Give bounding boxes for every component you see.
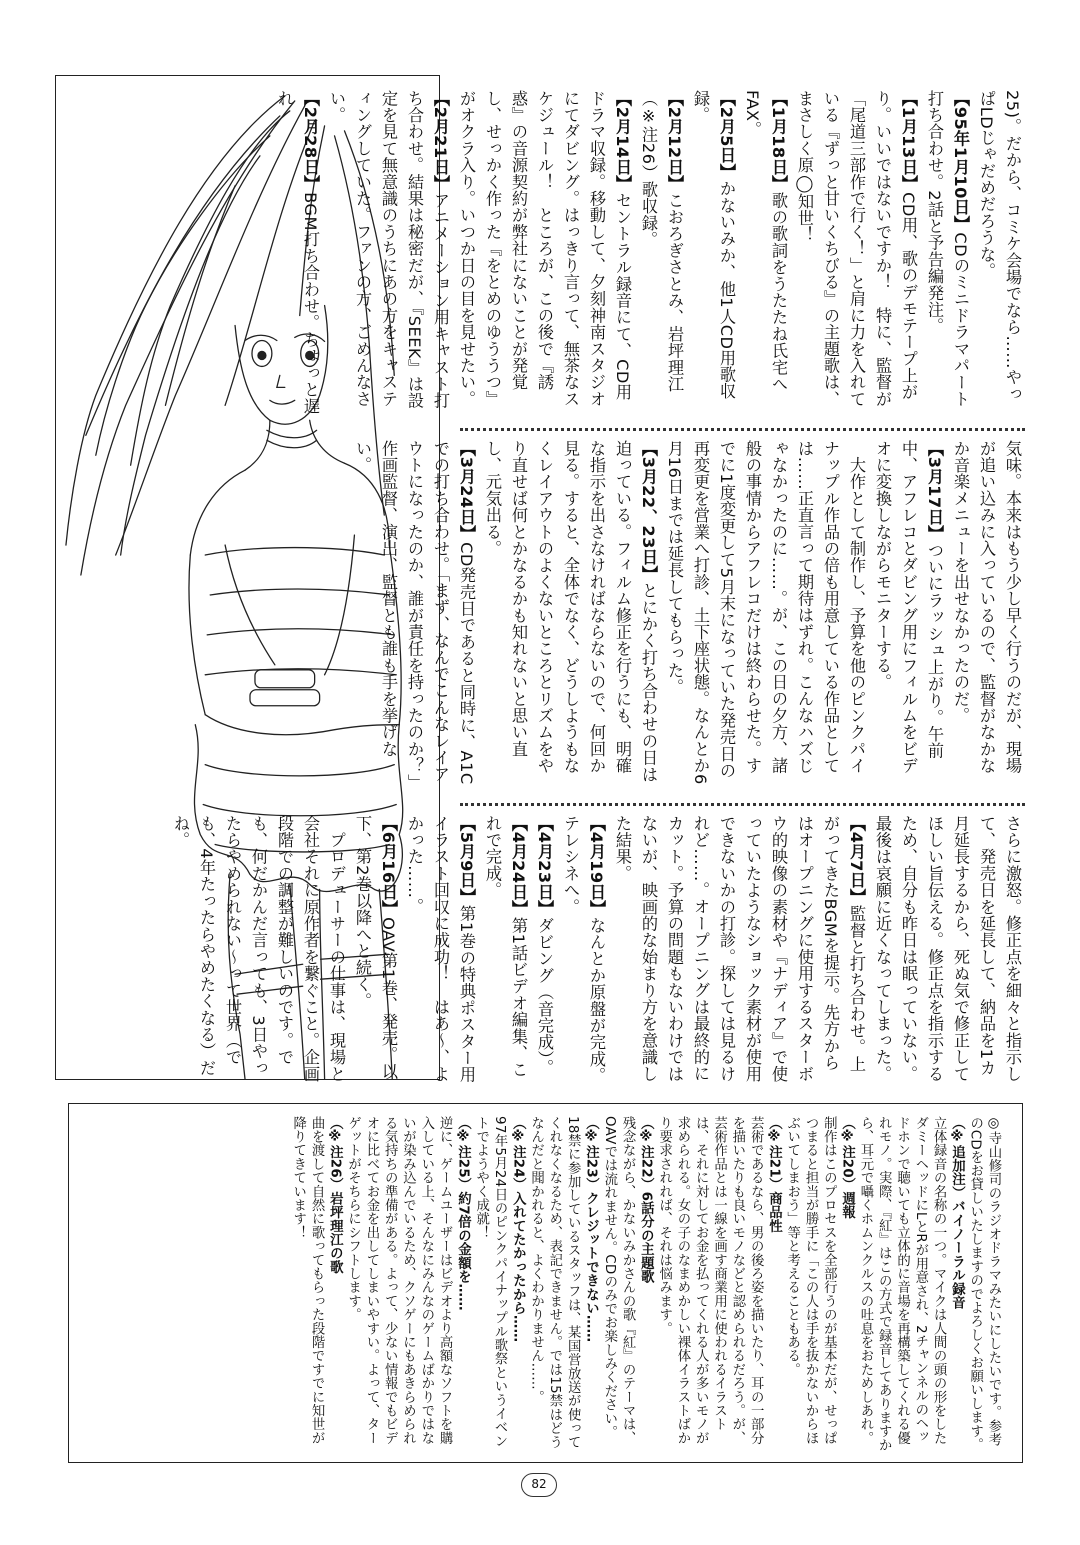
footnote-title: （※追加注）バイノーラル録音 bbox=[949, 1116, 965, 1310]
diary-entry bbox=[947, 440, 1025, 785]
footnote-title: （※注23）クレジットできない…… bbox=[583, 1116, 599, 1343]
entry-text: セントラル録音にて、CD用ドラマ収録。移動して、夕刻神南スタジオにてダビング。はっきり言って、無茶なスケジュール！ ところが、この後で『誘惑』の音源契約が弊社にないことが発覚し、せっかく作った『をとめのゆううつ』がオクラ入り。いつか日の目を見せたい。 bbox=[457, 90, 632, 408]
footnote-text: 制作はこのプロセスを全部行うのが基本だが、せっぱつまると担当が勝手に「この人は手を抜かないからほぶいてしまおう」等と考えることもある。 bbox=[784, 1116, 837, 1445]
footnotes-column bbox=[87, 1116, 1002, 1452]
entry-text: プロデューサーの仕事は、現場と会社それに原作者を繋ぐこと。企画段階での調整が難しいのです。でも、何だかんだ言っても、3日やったらやめられない～って世界（でも、4年たったらやめたくなる）だね。 bbox=[171, 815, 346, 1083]
entry-text: 大作として制作し、予算を他のピンクパイナップル作品の倍も用意している作品としては……正直言って期待はずれ。こんなハズじゃなかったのに……。が、この日の夕方、諸般の事情からアフレコだけは終わらせた。すでに1度変更して5月末になっていた発売日の再変更を営業へ打診、土下座状態。なんとか6月16日までは延長してもらった。 bbox=[665, 440, 866, 785]
entry-text: こおろぎさとみ、岩坪理江（※注26）歌収録。 bbox=[639, 90, 684, 393]
entry-date: 【3月24日】 bbox=[457, 440, 476, 543]
diary-entry bbox=[271, 90, 323, 415]
text-block-middle bbox=[353, 440, 1025, 785]
footnote-title: （※注25）約7倍の金額を…… bbox=[455, 1116, 471, 1311]
entry-date: 【1月13日】 bbox=[899, 90, 918, 193]
entry-date: 【4月19日】 bbox=[587, 815, 606, 918]
diary-entry bbox=[973, 90, 1025, 415]
diary-entry bbox=[349, 815, 401, 1085]
footnote-text: 曲を渡して自然に歌ってもらった段階ですでに知世が降りてきています！ bbox=[290, 1116, 325, 1445]
entry-date: 【2月21日】 bbox=[431, 90, 450, 193]
diary-entry bbox=[479, 440, 661, 785]
footnote bbox=[288, 1116, 343, 1452]
entry-text: 監督と打ち合わせ。上がってきたBGMを提示。先方からはオープニングに使用するスターボウ的映像の素材や『ナディア』で使っていたようなショック素材が使用できないかの打診。探しては見るけれど……。オープニングは最終的にカット。予算の問題もないわけではないが、映画的な始まり方を意識した結果。 bbox=[613, 815, 866, 1083]
entry-text: 第1巻の特典ポスター用イラスト回収に成功！ はあ～、よかった……。 bbox=[405, 815, 476, 1084]
diary-entry bbox=[349, 440, 479, 785]
entry-date: 【4月7日】 bbox=[847, 815, 866, 906]
footnote bbox=[856, 1116, 966, 1452]
diary-entry bbox=[453, 90, 635, 415]
footnote-title: （※注26）岩坪理江の歌 bbox=[327, 1116, 343, 1274]
entry-date: 【2月12日】 bbox=[665, 90, 684, 193]
diary-entry bbox=[401, 815, 479, 1085]
diary-entry bbox=[609, 815, 869, 1085]
text-block-top bbox=[275, 90, 1025, 415]
footnote bbox=[526, 1116, 599, 1452]
diary-entry bbox=[635, 90, 687, 415]
diary-entry bbox=[531, 815, 557, 1085]
entry-text: CDのミニドラマパート打ち合わせ。2話と予告編発注。 bbox=[925, 90, 970, 408]
footnote bbox=[599, 1116, 654, 1452]
entry-date: 【95年1月10日】 bbox=[951, 90, 970, 233]
entry-date: 【5月9日】 bbox=[457, 815, 476, 906]
diary-entry bbox=[791, 90, 921, 415]
text-block-bottom bbox=[171, 815, 1025, 1085]
diary-entry bbox=[479, 815, 531, 1085]
diary-entry bbox=[739, 90, 791, 415]
entry-text: BGM打ち合わせ。ちょっと遅れ bbox=[275, 90, 320, 415]
dotted-separator bbox=[460, 428, 1025, 431]
entry-date: 【1月18日】 bbox=[769, 90, 788, 193]
entry-date: 【4月23日】 bbox=[535, 815, 554, 918]
entry-text: 歌の歌詞をうたたね氏宅へFAX。 bbox=[743, 90, 788, 393]
footnote-text: 逆に、ゲームユーザーはビデオより高額なソフトを購入している上、そんなにみんなのゲームばかりではないが染み込んでいるため、クソゲーにもあきらめられる気持ちの準備がある。よって、少ない情報でもビデオに比べてお金を出してしまいやすい。よって、ターゲットがそちらにシフトします。 bbox=[345, 1116, 453, 1445]
footnote-text: 18禁に参加しているスタッフは、某国営放送が使ってくれなくなるため、表記できません。では15禁はどうなんだと聞かれると、よくわかりません……。 bbox=[528, 1116, 581, 1449]
footnote-text: 残念ながら、かないみかさんの歌『紅』のテーマは、OAVでは流れません。CDのみでお楽しみください。 bbox=[601, 1116, 636, 1445]
footnote-text: ◎寺山修司のラジオドラマみたいにしたいです。参考のCDをお貸しいたしますのでよろしくお願いします。 bbox=[967, 1116, 1001, 1452]
entry-text: 第1話ビデオ編集、これで完成。 bbox=[483, 815, 528, 1079]
entry-text: なんとか原盤が完成。テレシネへ。 bbox=[561, 815, 606, 1085]
entry-date: 【6月16日】 bbox=[379, 815, 398, 918]
entry-date: 【3月22、23日】 bbox=[639, 440, 658, 583]
diary-entry bbox=[167, 815, 349, 1085]
entry-text: CD発売日であると同時に、A1Cでの打ち合わせ。「まず、なんでこんなレイアウトになったのか、誰が責任を持ったのか？」作画監督、演出、監督とも誰も手を挙げない。 bbox=[353, 440, 476, 785]
footnote bbox=[343, 1116, 471, 1452]
footnote bbox=[471, 1116, 526, 1452]
footnote-title: （※注22）6話分の主題歌 bbox=[638, 1116, 654, 1284]
dotted-separator bbox=[460, 803, 1025, 806]
diary-entry bbox=[557, 815, 609, 1085]
entry-text: ついにラッシュ上がり。午前中、アフレコとダビング用にフィルムをビデオに変換しながらモニターする。 bbox=[873, 440, 944, 774]
footnote-title: （※注21）商品性 bbox=[766, 1116, 782, 1233]
entry-date: 【2月28日】 bbox=[301, 90, 320, 193]
entry-date: 【2月14日】 bbox=[613, 90, 632, 193]
diary-entry bbox=[661, 440, 869, 785]
diary-entry bbox=[869, 440, 947, 785]
diary-entry bbox=[921, 90, 973, 415]
footnote bbox=[965, 1116, 1002, 1452]
diary-entry bbox=[869, 815, 1025, 1085]
entry-text: OAV第1巻、発売。以下、第2巻以降へと続く。 bbox=[353, 815, 398, 1080]
diary-entry bbox=[323, 90, 453, 415]
entry-text: ダビング（音完成）。 bbox=[535, 917, 554, 1076]
entry-date: 【3月17日】 bbox=[925, 440, 944, 543]
footnote-title: （※注24）入れてたかったから…… bbox=[510, 1116, 526, 1343]
entry-text: アニメーション用キャスト打ち合わせ。結果は秘密だが、『SEEK』は設定を見て無意識のうちにあの方をキャスティングしていた。ファンの方、ごめんなさい。 bbox=[327, 90, 450, 410]
entry-text: CD用、歌のデモテープ上がり。いいではないですか！ 特に、監督が「尾道三部作で行く！」と肩に力を入れている『ずっと甘いくちびる』の主題歌は、まさしく原◯知世！ bbox=[795, 90, 918, 408]
footnote-text: 芸術であるなら、男の後ろ姿を描いたり、耳の一部分を描いたりも良いモノなどと認められるだろう。が、芸術作品とは一線を画す商業用に使われるイラストは、それに対してお金を払ってくれる人が多いモノが求められる。女の子のなまめかしい裸体イラストばかり要求されれば、それは悩みます。 bbox=[656, 1116, 764, 1445]
entry-date: 【4月24日】 bbox=[509, 815, 528, 918]
entry-text: とにかく打ち合わせの日は迫っている。フィルム修正を行うにも、明確な指示を出さなければならないので、何回か見る。すると、全体でなく、どうしようもなくレイアウトのよくないところとリズムをやり直せば何とかなるかも知れないと思い直し、元気出る。 bbox=[483, 440, 658, 783]
entry-text: 気味。本来はもう少し早く行うのだが、現場が追い込みに入っているので、監督がなかなか音楽メニューを出せなかったのだ。 bbox=[951, 440, 1022, 774]
diary-entry bbox=[687, 90, 739, 415]
entry-text: かないみか、他1人CD用歌収録。 bbox=[691, 90, 736, 400]
footnote-text: 立体録音の名称の一つ。マイクは人間の頭の形をしたダミーヘッドにLとRが用意され、2チャンネルのヘッドホンで聴いても立体的に音場を再構築してくれる優れモノ。実際、『紅』はこの方式で録音してありますから、耳元で囁くホムンクルスの吐息をおためしあれ。 bbox=[857, 1116, 947, 1452]
entry-text: さらに激怒。修正点を細々と指示して、発売日を延長して、納品を1カ月延長するから、死ぬ気で修正してほしい旨伝える。修正点を指示するため、自分も昨日は眠っていない。最後は哀願に近くなってしまった。 bbox=[873, 815, 1022, 1083]
entry-text: 25)。だから、コミケ会場でなら……やっぱLDじゃだめだろうな。 bbox=[977, 90, 1022, 403]
page-number: 82 bbox=[521, 1473, 557, 1497]
footnote bbox=[782, 1116, 855, 1452]
footnote bbox=[654, 1116, 782, 1452]
entry-date: 【2月5日】 bbox=[717, 90, 736, 181]
footnote-title: （※注20）週報 bbox=[839, 1116, 855, 1220]
footnote-text: 97年5月24日のピンクパイナップル歌祭というイベントでようやく成就！ bbox=[473, 1116, 507, 1448]
footnotes-box bbox=[68, 1103, 1023, 1463]
